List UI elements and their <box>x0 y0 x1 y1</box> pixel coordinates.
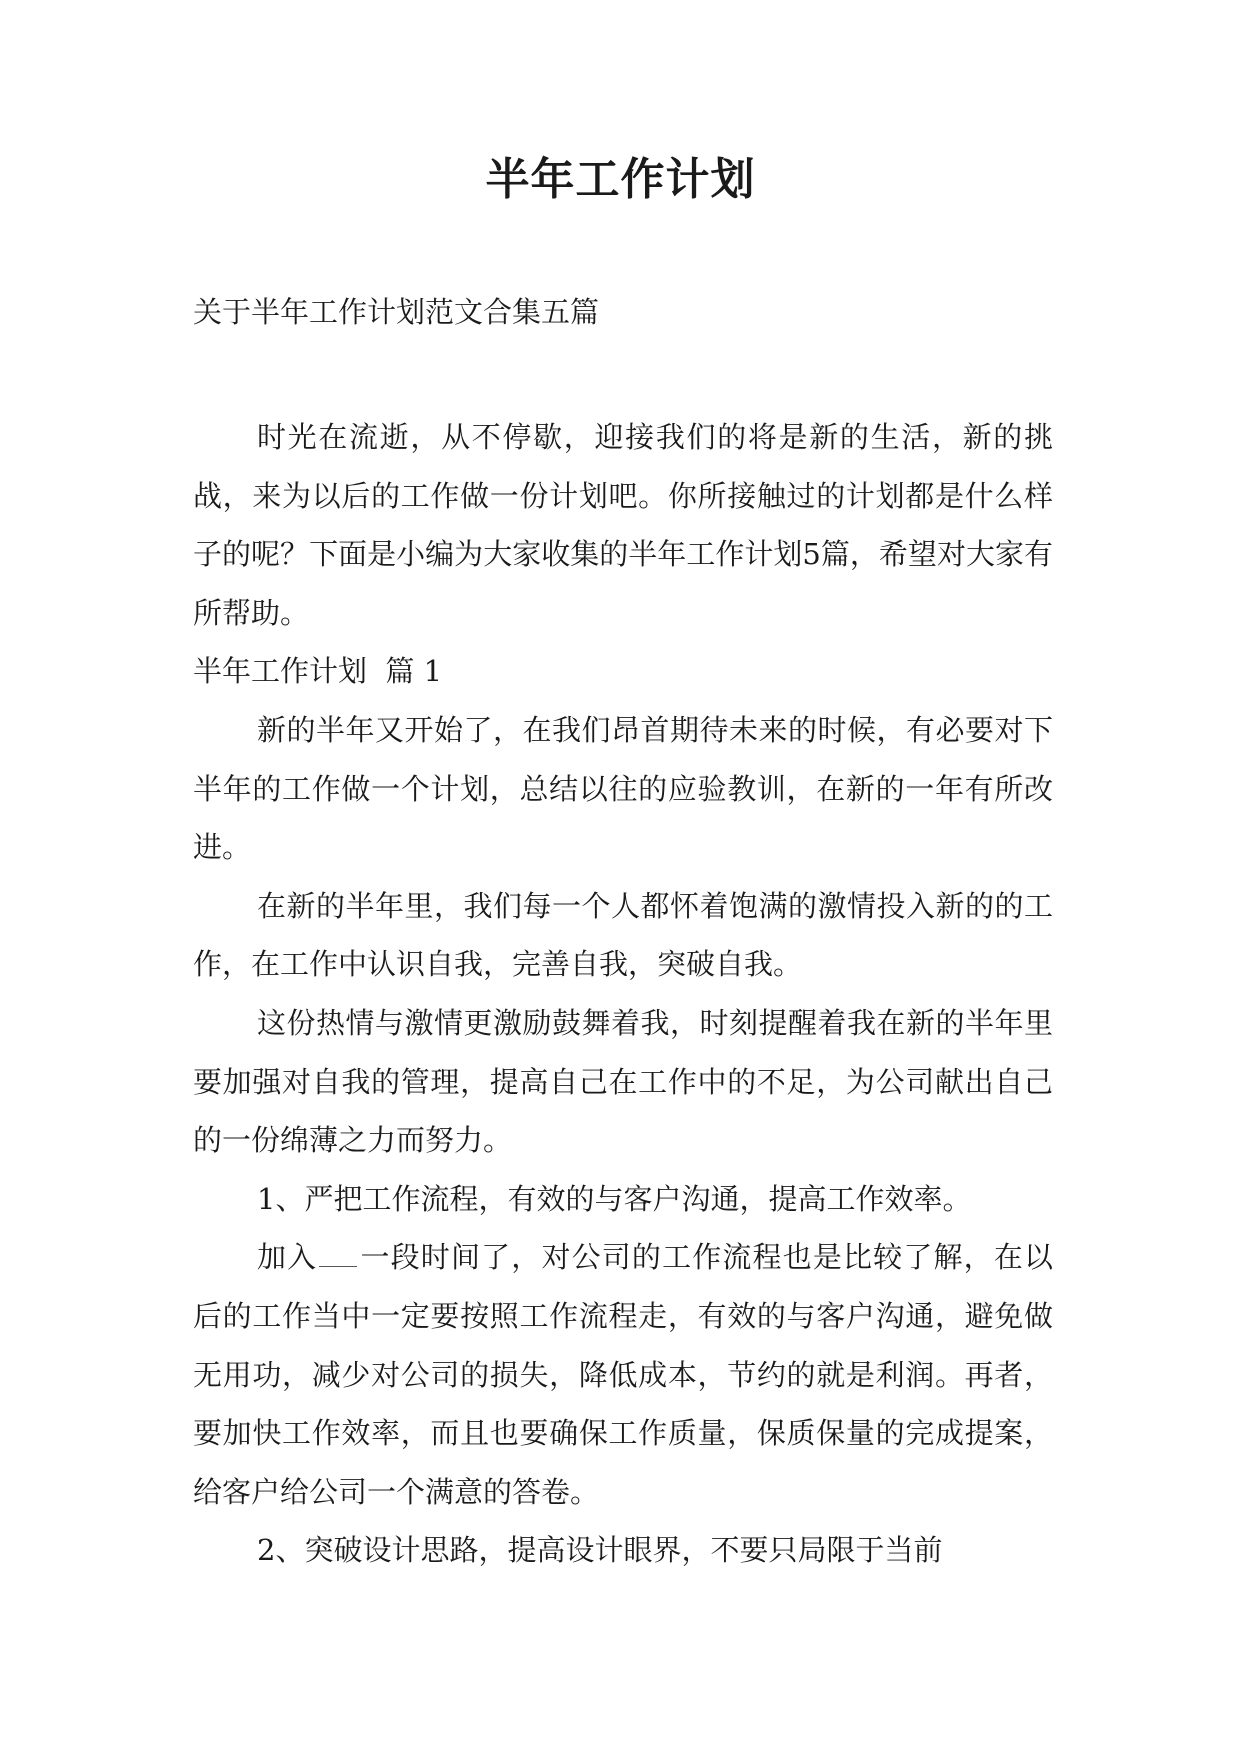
document-body <box>193 408 1053 1580</box>
document-title: 半年工作计划 <box>485 154 756 205</box>
paragraph-6: 2、突破设计思路，提高设计眼界，不要只局限于当前 <box>257 1533 943 1568</box>
paragraph-5-start: 加入 <box>257 1240 318 1275</box>
paragraph-5-rest: 一段时间了，对公司的工作流程也是比较了解，在以后的工作当中一定要按照工作流程走，有效的与客户沟通，避免做无用功，减少对公司的损失，降低成本，节约的就是利润。再者，要加快工作效率，而且也要确保工作质量，保质保量的完成提案，给客户给公司一个满意的答卷。 <box>193 1240 1053 1509</box>
paragraph-2: 在新的半年里，我们每一个人都怀着饱满的激情投入新的的工作，在工作中认识自我，完善自我，突破自我。 <box>193 888 1053 982</box>
paragraph-4: 1、严把工作流程，有效的与客户沟通，提高工作效率。 <box>257 1181 972 1216</box>
section-heading: 半年工作计划 篇 1 <box>193 654 443 689</box>
paragraph-3: 这份热情与激情更激励鼓舞着我，时刻提醒着我在新的半年里要加强对自我的管理，提高自己在工作中的不足，为公司献出自己的一份绵薄之力而努力。 <box>193 1005 1053 1158</box>
paragraph-1: 新的半年又开始了，在我们昂首期待未来的时候，有必要对下半年的工作做一个计划，总结以往的应验教训，在新的一年有所改进。 <box>193 712 1053 865</box>
document-subtitle: 关于半年工作计划范文合集五篇 <box>193 295 600 329</box>
intro-paragraph: 时光在流逝，从不停歇，迎接我们的将是新的生活，新的挑战，来为以后的工作做一份计划吧。你所接触过的计划都是什么样子的呢？下面是小编为大家收集的半年工作计划5篇，希望对大家有所帮助。 <box>193 420 1053 630</box>
fill-in-blank <box>319 1244 357 1267</box>
paragraph-5 <box>193 1228 1053 1521</box>
